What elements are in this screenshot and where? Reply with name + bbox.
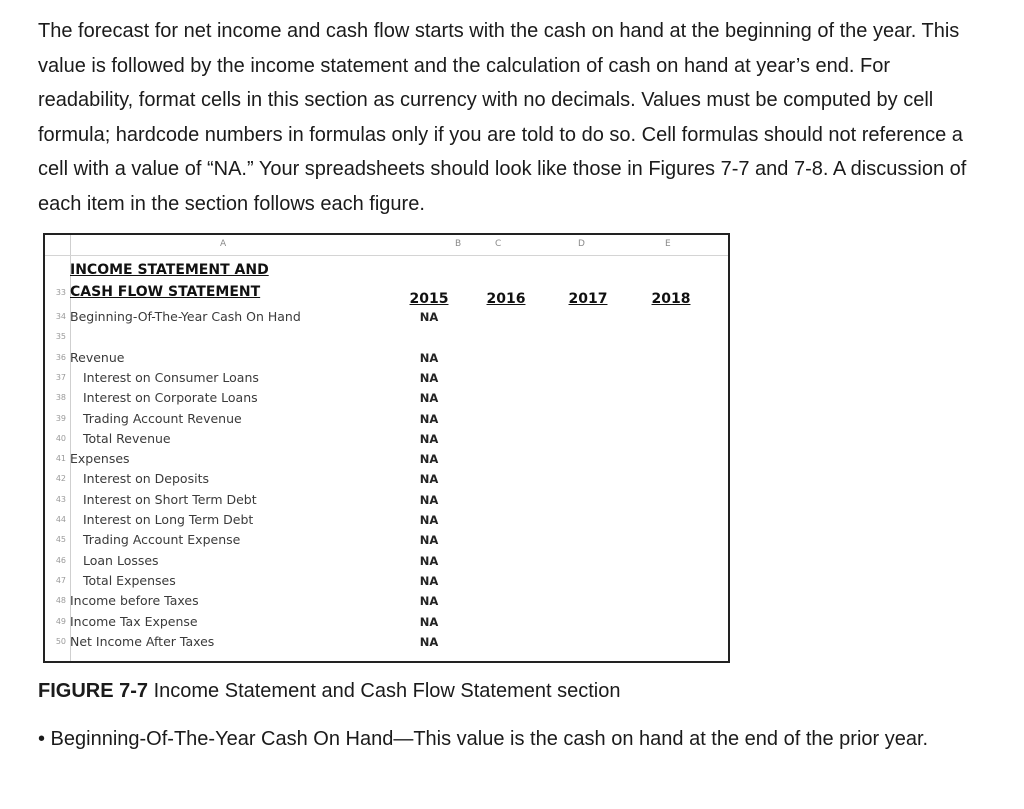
row-number: 44	[55, 515, 66, 524]
row-number: 36	[55, 352, 66, 362]
row-value-2015: NA	[419, 614, 439, 629]
table-row	[45, 348, 728, 368]
row-value-2015: NA	[419, 472, 439, 487]
row-label: Interest on Short Term Debt	[83, 491, 257, 507]
row-number: 37	[55, 372, 66, 382]
intro-paragraph: The forecast for net income and cash flow starts with the cash on hand at the beginning of the year. This value is followed by the income statement and the calculation of cash on hand at year’s end. For readability, format cells in this section as currency with no decimals. Values must be computed by cell formula; hardcode numbers in formulas only if you are told to do so. Cell formulas should not reference a cell with a value of “NA.” Your spreadsheets should look like those in Figures 7-7 and 7-8. A discussion of each item in the section follows each figure.	[38, 20, 967, 215]
row-label: Trading Account Revenue	[83, 410, 242, 426]
row-label: Income Tax Expense	[70, 613, 198, 629]
column-letter-c: C	[495, 239, 502, 249]
table-row	[45, 368, 728, 388]
year-2017: 2017	[568, 291, 608, 307]
section-title-line1: INCOME STATEMENT AND	[70, 262, 269, 278]
table-row	[45, 510, 728, 530]
column-letter-a: A	[220, 239, 227, 249]
column-letter-b: B	[455, 239, 462, 249]
table-row	[45, 429, 728, 449]
table-row	[45, 591, 728, 611]
table-row	[45, 530, 728, 550]
table-row	[45, 327, 728, 347]
table-row	[45, 632, 728, 652]
section-title-line2: CASH FLOW STATEMENT	[70, 284, 261, 300]
column-header-divider	[45, 255, 728, 256]
year-2015: 2015	[409, 291, 449, 307]
row-number: 33	[55, 288, 66, 297]
row-value-2015: NA	[419, 513, 439, 527]
row-number: 40	[55, 433, 66, 443]
bullet-item: • Beginning-Of-The-Year Cash On Hand—This value is the cash on hand at the end of the prior year.	[38, 728, 929, 750]
row-value-2015: NA	[419, 391, 439, 406]
row-value-2015: NA	[419, 634, 439, 649]
table-row	[45, 449, 728, 469]
row-number: 48	[55, 596, 66, 606]
table-row	[45, 388, 728, 408]
year-2018: 2018	[651, 291, 691, 307]
row-value-2015: NA	[419, 452, 439, 467]
row-label: Net Income After Taxes	[70, 633, 215, 649]
row-label: Trading Account Expense	[83, 532, 241, 548]
row-label: Beginning-Of-The-Year Cash On Hand	[70, 309, 301, 324]
row-label: Interest on Consumer Loans	[83, 369, 259, 385]
row-number: 41	[55, 454, 66, 464]
row-label: Income before Taxes	[70, 593, 199, 609]
row-number: 46	[55, 555, 66, 565]
row-value-2015: NA	[419, 594, 439, 609]
row-number: 34	[55, 312, 66, 321]
table-row	[45, 551, 728, 571]
row-number: 42	[55, 474, 66, 484]
row-value-2015: NA	[419, 533, 439, 548]
column-letter-d: D	[578, 239, 585, 249]
table-row	[45, 490, 728, 510]
row-value-2015: NA	[419, 370, 439, 385]
row-number: 38	[55, 393, 66, 403]
table-row	[45, 469, 728, 489]
row-label: Interest on Corporate Loans	[83, 390, 258, 406]
spreadsheet-figure	[43, 233, 730, 663]
row-value-2015: NA	[419, 573, 439, 588]
figure-caption-text: Income Statement and Cash Flow Statement section	[148, 680, 621, 702]
figure-caption	[38, 680, 621, 703]
figure-label: FIGURE 7-7	[38, 680, 149, 702]
row-number: 39	[55, 413, 66, 423]
column-letter-e: E	[665, 239, 671, 249]
row-value-2015: NA	[419, 492, 439, 507]
row-number: 50	[55, 636, 66, 646]
row-label: Interest on Deposits	[83, 471, 209, 487]
row-label: Total Revenue	[83, 430, 171, 446]
row-label: Interest on Long Term Debt	[83, 512, 254, 527]
row-value-2015: NA	[419, 431, 439, 446]
table-row	[45, 571, 728, 591]
table-row	[45, 409, 728, 429]
row-value-2015: NA	[419, 553, 439, 568]
row-number: 45	[55, 535, 66, 545]
row-label: Expenses	[70, 451, 130, 467]
row-number: 43	[55, 494, 66, 504]
row-label: Total Expenses	[83, 572, 176, 588]
table-row	[45, 612, 728, 632]
row-label: Loan Losses	[83, 552, 159, 568]
row-value-2015: NA	[419, 350, 439, 365]
row-number: 49	[55, 616, 66, 626]
row-number: 47	[55, 575, 66, 585]
year-2016: 2016	[486, 291, 526, 307]
row-number: 35	[55, 332, 66, 342]
row-label: Revenue	[70, 349, 125, 365]
row-value-2015: NA	[419, 310, 439, 324]
row-value-2015: NA	[419, 411, 439, 426]
table-row	[45, 307, 728, 327]
